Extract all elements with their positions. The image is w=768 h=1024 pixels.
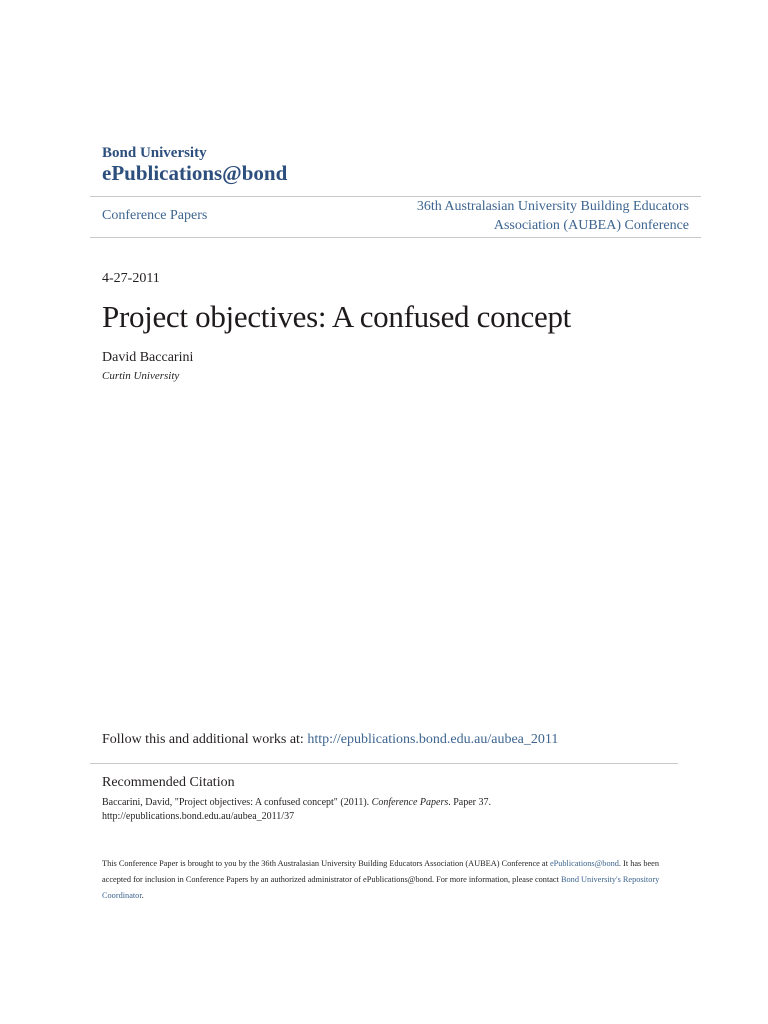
follow-line — [102, 731, 558, 749]
notice-repository-link[interactable]: ePublications@bond — [549, 859, 619, 868]
citation-text — [102, 796, 682, 824]
conference-link[interactable] — [369, 197, 689, 235]
paper-title: Project objectives: A confused concept — [102, 299, 571, 334]
author-name: David Baccarini — [102, 350, 194, 365]
citation-after: . Paper 37. — [448, 797, 492, 808]
citation-divider — [90, 763, 678, 764]
notice-coordinator-link[interactable]: Bond University's Repository Coordinator — [102, 875, 660, 900]
series-divider — [90, 237, 701, 238]
repository-name[interactable]: ePublications@bond — [102, 161, 288, 185]
conference-line-1: 36th Australasian University Building Educators — [416, 199, 689, 214]
institution-name: Bond University — [102, 145, 207, 161]
series-link[interactable]: Conference Papers — [102, 208, 208, 223]
repository-notice — [102, 856, 662, 904]
follow-label: Follow this and additional works at: — [102, 732, 308, 747]
notice-part-3: . — [141, 891, 144, 900]
citation-before: Baccarini, David, "Project objectives: A confused concept" (2011). — [102, 797, 372, 808]
author-affiliation: Curtin University — [102, 370, 180, 382]
citation-heading: Recommended Citation — [102, 775, 235, 790]
conference-line-2: Association (AUBEA) Conference — [493, 218, 689, 233]
notice-part-1: This Conference Paper is brought to you by the 36th Australasian University Building Educators Association (AUBEA) Conference at — [102, 859, 550, 868]
follow-url-link[interactable]: http://epublications.bond.edu.au/aubea_2011 — [307, 732, 559, 747]
citation-url: http://epublications.bond.edu.au/aubea_2011/37 — [102, 811, 295, 822]
citation-series: Conference Papers — [371, 797, 449, 808]
notice-part-2: . It has been accepted for inclusion in Conference Papers by an authorized administrator of ePublications@bond. For more information, please contact — [102, 859, 659, 884]
publication-date: 4-27-2011 — [102, 271, 160, 286]
